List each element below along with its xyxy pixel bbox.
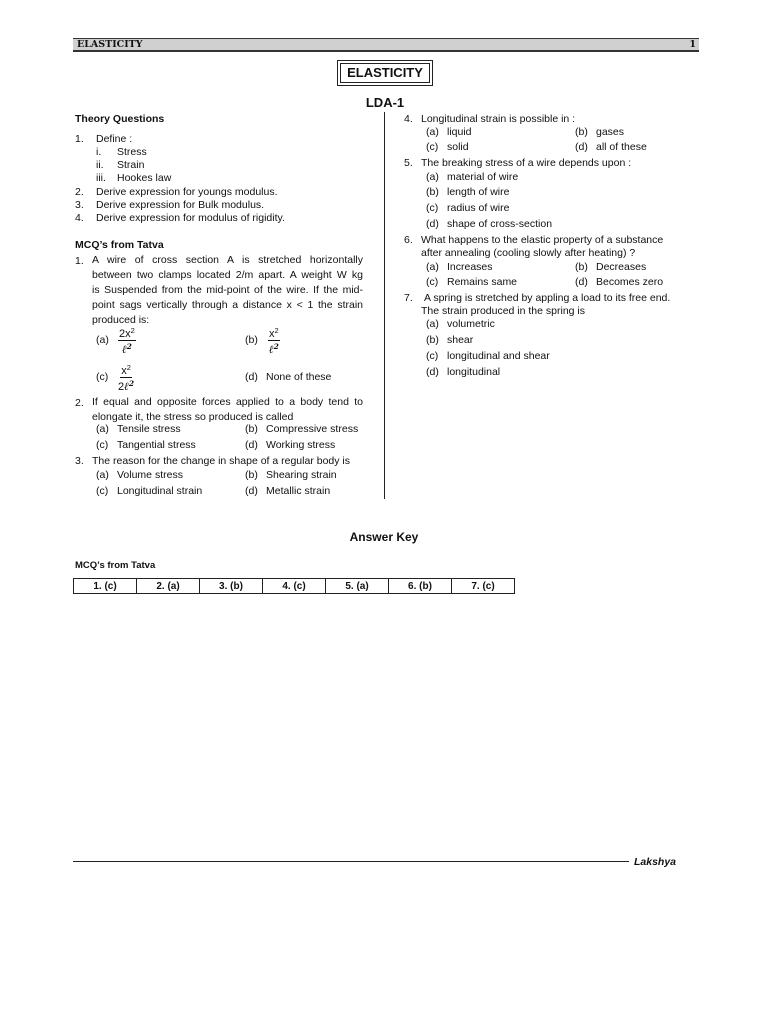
q5-option-label: (c) — [426, 202, 439, 214]
q7-line: A spring is stretched by appling a load to its free end. — [424, 292, 671, 304]
answer-cell: 3. (b) — [200, 579, 263, 594]
q5-option-label: (a) — [426, 171, 439, 183]
theory-item: Derive expression for youngs modulus. — [96, 186, 278, 198]
q6-line: What happens to the elastic property of a substance — [421, 234, 664, 246]
q3-option: Shearing strain — [266, 469, 337, 481]
page-number: 1 — [689, 39, 696, 50]
q5-option: shape of cross-section — [447, 218, 553, 230]
q2-option: Tangential stress — [117, 439, 196, 451]
define-item: Strain — [117, 159, 145, 171]
q4-option-label: (b) — [575, 126, 588, 138]
theory-q1-num: 1. — [75, 133, 84, 145]
q7-line: The strain produced in the spring is — [421, 305, 586, 317]
answer-cell: 6. (b) — [389, 579, 452, 594]
q4-text: Longitudinal strain is possible in : — [421, 113, 576, 125]
answer-cell: 7. (c) — [452, 579, 515, 594]
answer-key-title: Answer Key — [349, 530, 419, 544]
define-num: iii. — [96, 172, 106, 184]
q6-option: Becomes zero — [596, 276, 664, 288]
q1-line: point sags vertically through a distance x < 1 the strain — [92, 299, 363, 311]
title-box — [337, 60, 433, 86]
q1-text — [92, 253, 363, 328]
q2-option: Compressive stress — [266, 423, 359, 435]
q4-option: gases — [596, 126, 625, 138]
q7-option: volumetric — [447, 318, 495, 330]
define-num: i. — [96, 146, 102, 158]
table-row — [74, 579, 515, 594]
q1-option-label: (a) — [96, 334, 109, 346]
q3-option-label: (b) — [245, 469, 258, 481]
q2-num: 2. — [75, 397, 84, 409]
q5-option: radius of wire — [447, 202, 510, 214]
q3-option-label: (a) — [96, 469, 109, 481]
q1-option-b-fraction: $x^2$ ℓ$^2$ — [268, 326, 279, 356]
answer-key-heading: MCQ’s from Tatva — [75, 560, 156, 571]
page-subtitle: LDA-1 — [365, 95, 405, 110]
q1-option-c-fraction: $x^2$ 2ℓ$^2$ — [118, 363, 135, 393]
answer-cell: 4. (c) — [263, 579, 326, 594]
q2-option: Tensile stress — [117, 423, 181, 435]
answer-cell: 1. (c) — [74, 579, 137, 594]
q3-text: The reason for the change in shape of a regular body is — [92, 455, 350, 467]
answer-key-table — [73, 578, 515, 594]
q4-option-label: (d) — [575, 141, 588, 153]
q1-line: is Suspended from the mid-point of the wire. If the mid- — [92, 284, 363, 296]
q7-option: longitudinal — [447, 366, 501, 378]
q2-option-label: (a) — [96, 423, 109, 435]
theory-item-num: 3. — [75, 199, 84, 211]
q3-num: 3. — [75, 455, 84, 467]
running-header — [73, 38, 699, 52]
q6-option: Remains same — [447, 276, 518, 288]
q7-option-label: (b) — [426, 334, 439, 346]
q2-option-label: (d) — [245, 439, 258, 451]
q1-option-label: (c) — [96, 371, 109, 383]
q1-num: 1. — [75, 255, 84, 267]
theory-item-num: 4. — [75, 212, 84, 224]
q3-option: Metallic strain — [266, 485, 331, 497]
q2-option-label: (b) — [245, 423, 258, 435]
page-title: ELASTICITY — [340, 63, 430, 83]
q1-line: A wire of cross section A is stretched horizontally — [92, 254, 363, 266]
q3-option-label: (c) — [96, 485, 109, 497]
define-num: ii. — [96, 159, 104, 171]
q1-option-label: (b) — [245, 334, 258, 346]
q1-line: between two clamps located 2/m apart. A weight W kg — [92, 269, 363, 281]
q3-option: Longitudinal strain — [117, 485, 203, 497]
q4-option-label: (a) — [426, 126, 439, 138]
theory-heading: Theory Questions — [75, 113, 165, 125]
q7-num: 7. — [404, 292, 413, 304]
q2-line: If equal and opposite forces applied to a body tend to — [92, 396, 363, 408]
q4-num: 4. — [404, 113, 413, 125]
q4-option: solid — [447, 141, 469, 153]
answer-cell: 5. (a) — [326, 579, 389, 594]
mcq-heading: MCQ’s from Tatva — [75, 239, 164, 251]
q6-option: Decreases — [596, 261, 647, 273]
q5-option: length of wire — [447, 186, 510, 198]
q4-option-label: (c) — [426, 141, 439, 153]
q1-line: produced is: — [92, 314, 150, 326]
q5-option-label: (b) — [426, 186, 439, 198]
q7-option: shear — [447, 334, 474, 346]
q7-option-label: (d) — [426, 366, 439, 378]
q6-option-label: (d) — [575, 276, 588, 288]
answer-cell: 2. (a) — [137, 579, 200, 594]
q5-text: The breaking stress of a wire depends upon : — [421, 157, 632, 169]
q4-option: liquid — [447, 126, 472, 138]
theory-q1-text: Define : — [96, 133, 133, 145]
q7-option-label: (a) — [426, 318, 439, 330]
theory-item-num: 2. — [75, 186, 84, 198]
q5-num: 5. — [404, 157, 413, 169]
footer-brand: Lakshya — [634, 856, 677, 868]
q3-option: Volume stress — [117, 469, 183, 481]
q2-option: Working stress — [266, 439, 336, 451]
q2-text — [92, 395, 363, 425]
running-header-title: ELASTICITY — [77, 39, 143, 50]
column-divider — [384, 112, 385, 499]
q5-option-label: (d) — [426, 218, 439, 230]
q3-option-label: (d) — [245, 485, 258, 497]
q1-option-a-fraction: $2x^2$ ℓ$^2$ — [119, 326, 135, 356]
define-item: Hookes law — [117, 172, 172, 184]
q7-option-label: (c) — [426, 350, 439, 362]
q6-option: Increases — [447, 261, 493, 273]
footer-rule — [73, 861, 629, 862]
q6-line: after annealing (cooling slowly after heating) ? — [421, 247, 636, 259]
theory-item: Derive expression for Bulk modulus. — [96, 199, 265, 211]
q2-option-label: (c) — [96, 439, 109, 451]
q6-num: 6. — [404, 234, 413, 246]
q6-option-label: (b) — [575, 261, 588, 273]
q5-option: material of wire — [447, 171, 519, 183]
q6-option-label: (c) — [426, 276, 439, 288]
define-item: Stress — [117, 146, 147, 158]
q1-option-label: (d) — [245, 371, 258, 383]
q1-option-d: None of these — [266, 371, 332, 383]
q2-line: elongate it, the stress so produced is called — [92, 411, 294, 423]
theory-item: Derive expression for modulus of rigidity. — [96, 212, 285, 224]
q6-option-label: (a) — [426, 261, 439, 273]
q7-option: longitudinal and shear — [447, 350, 550, 362]
q4-option: all of these — [596, 141, 647, 153]
